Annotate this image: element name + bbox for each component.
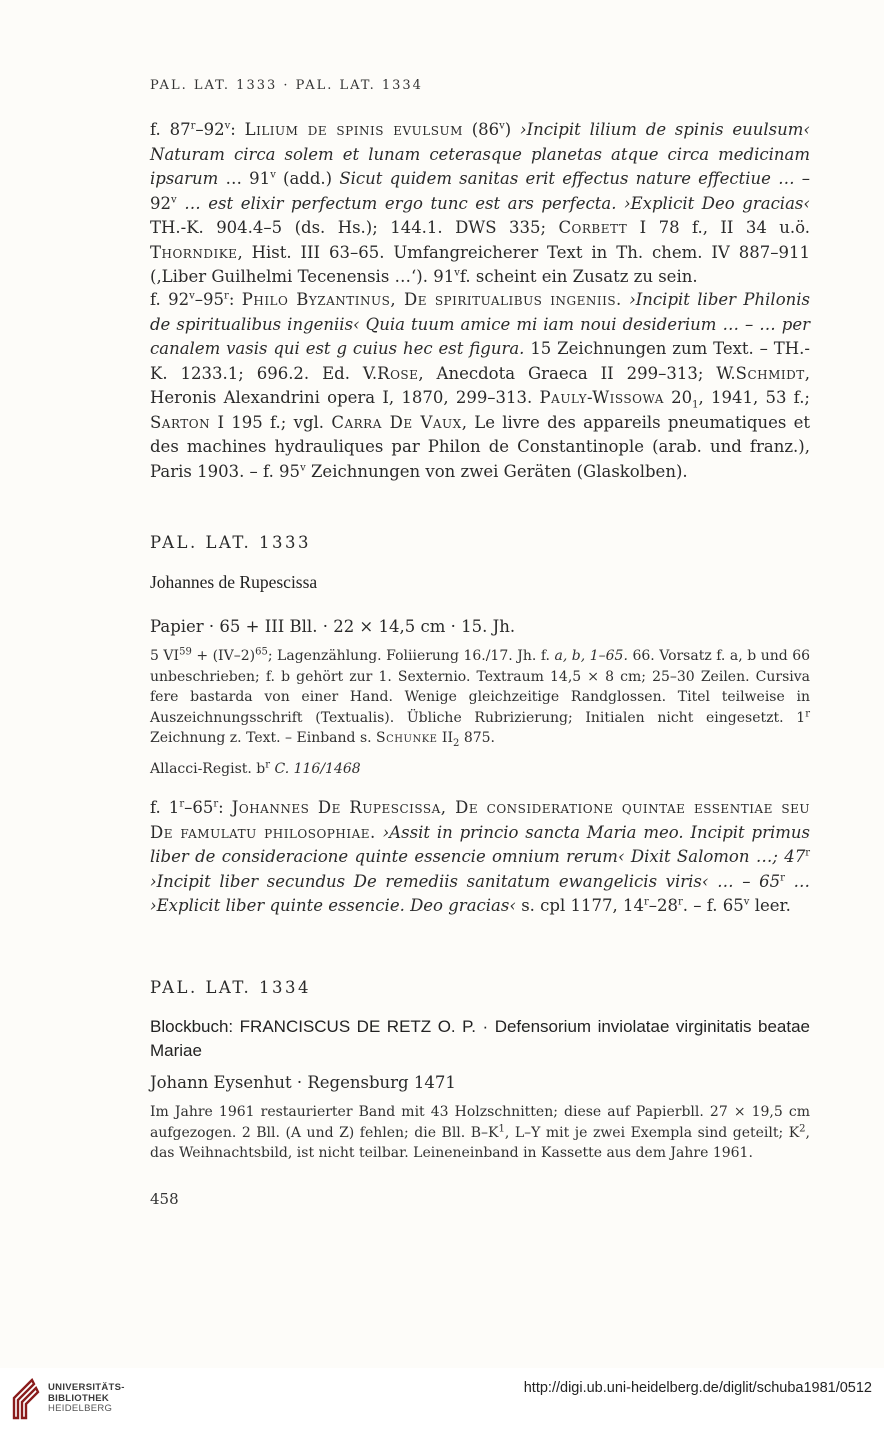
entry-philo [150, 288, 810, 484]
folio-ref: f. 92 [150, 290, 190, 309]
library-name [48, 1383, 125, 1415]
library-name-line: BIBLIOTHEK [48, 1392, 110, 1404]
entry-philo-text [150, 288, 810, 484]
folio-ref: (86 [471, 120, 500, 139]
work-title: Johannes De Rupescissa, De consideratione quintae essentiae seu De famulatu philosophiae. [150, 798, 811, 842]
author-name: Carra De Vaux [331, 412, 462, 432]
references: . – f. 65 [682, 896, 744, 915]
folio-sup: r [805, 707, 810, 719]
entry-lilium [150, 118, 810, 290]
shelfmark-heading-1333: PAL. LAT. 1333 [150, 533, 311, 552]
description: , L–Y mit je zwei Exempla sind geteilt; K [504, 1124, 800, 1141]
references: 15 Zeichnungen zum Text. – TH.-K. 1233.1; 696.2. Ed. V. [150, 339, 811, 383]
folio-sup: 2 [799, 1122, 806, 1134]
page-number: 458 [150, 1190, 179, 1208]
references: Zeichnungen von zwei Geräten (Glaskolben). [310, 461, 688, 481]
folio-sup: 65 [255, 646, 268, 658]
references: 20 [671, 388, 693, 407]
folio-ref: 92 [150, 193, 171, 213]
folio-sup: r [179, 798, 185, 810]
folio-sup: v [224, 120, 231, 132]
references: , Anecdota Graeca II 299–313; W. [418, 363, 736, 383]
folio-ref: … 91 [225, 169, 271, 188]
library-name-line: HEIDELBERG [48, 1403, 113, 1414]
author-name: Pauly-Wissowa [539, 388, 664, 407]
references: TH.-K. 904.4–5 (ds. Hs.); 144.1. DWS 335; [150, 218, 547, 237]
collation: Zeichnung z. Text. – Einband s. [150, 730, 372, 746]
colon: : [228, 290, 235, 309]
work-title: Philo Byzantinus, De spiritualibus ingeniis. [241, 290, 622, 309]
physical-description: Papier · 65 + III Bll. · 22 × 14,5 cm · 15. Jh. [150, 617, 516, 636]
explicit: … ›Explicit liber quinte essencie. Deo gracias‹ [150, 871, 810, 915]
folio-sup: r [643, 896, 649, 908]
references: s. cpl 1177, 14 [521, 896, 644, 915]
annotation: (add.) [283, 169, 333, 188]
author-name: Schmidt [735, 363, 805, 383]
running-head: PAL. LAT. 1333 · PAL. LAT. 1334 [150, 78, 423, 93]
author-name: Sarton [150, 412, 211, 432]
references: I 195 f.; vgl. [217, 412, 325, 432]
folio-ref: f. 87 [150, 120, 191, 139]
foliation: a, b, 1–65. [554, 648, 628, 664]
collation-text [150, 646, 810, 749]
register-line [150, 761, 810, 777]
library-name-line: UNIVERSITÄTS- [48, 1382, 125, 1393]
entry-rupescissa [150, 796, 810, 919]
library-logo-icon [8, 1376, 42, 1422]
author-name: Rose [377, 363, 419, 383]
folio-sup: r [265, 759, 271, 771]
folio-sup: v [743, 896, 750, 908]
folio-sup: r [213, 798, 219, 810]
author-name: Thorndike [150, 242, 238, 262]
incipit: Sicut quidem sanitas erit effectus nature effectiue … – [339, 169, 811, 188]
blockbuch-description [150, 1102, 810, 1164]
folio-sup: r [190, 120, 196, 132]
entry-rupescissa-text [150, 796, 810, 919]
references: , 1941, 53 f.; [698, 388, 810, 407]
folio-ref: –95 [194, 290, 225, 309]
folio-sup: 59 [179, 646, 192, 658]
folio-ref: –92 [195, 120, 225, 139]
collation: II [441, 730, 453, 746]
references: , Hist. III 63–65. Umfangreicherer Text in Th. chem. IV 887–911 (‚Liber Guilhelmi Tecenensis …‘). 91 [150, 242, 810, 286]
folio-sup: v [499, 120, 505, 132]
references: , Le livre des appareils pneumatiques et des machines hydrauliques par Philon de Constantinople (arab. und franz.), Paris 1903. – f. 95 [150, 412, 810, 481]
collation: + (IV–2) [196, 648, 256, 664]
subscript: 1 [692, 399, 699, 411]
register-number: C. 116/1468 [274, 761, 361, 777]
collation: ; Lagenzählung. Foliierung 16./17. Jh. f. [267, 648, 550, 664]
blockbuch-title: Blockbuch: FRANCISCUS DE RETZ O. P. · Defensorium inviolatae virginitatis beatae Mariae [150, 1017, 810, 1060]
folio-sup: r [805, 847, 810, 859]
collation: 66. Vorsatz f. a, b und 66 unbeschrieben; f. b gehört zur 1. Sexternio. Textraum 14,5 × 8 cm; 25–30 Zeilen. Cursiva fere bastarda von einer Hand. Wenige gleichzeitige Randglossen. Titel teilweise in Auszeichnungsschrift (Textualis). Übliche Rubrizierung; Initialen nicht eingesetzt. 1 [150, 648, 811, 726]
entry-lilium-text [150, 118, 810, 290]
collation: 5 VI [150, 648, 180, 664]
subscript: 2 [452, 737, 460, 749]
description: , das Weihnachtsbild, ist nicht teilbar. Leineneinband in Kassette aus dem Jahre 1961. [150, 1124, 810, 1161]
folio-sup: v [300, 462, 306, 473]
colon: : [230, 120, 236, 139]
incipit: ›Incipit liber Philonis de spiritualibus ingeniis‹ Quia tuum amice mi iam noui desiderium … – … per canalem vasis qui est g cuius hec est figura. [150, 290, 811, 358]
collation: 875. [463, 730, 495, 746]
folio-ref: –65 [184, 798, 214, 817]
colon: : [218, 798, 224, 817]
folio-sup: r [678, 896, 683, 908]
printer-line: Johann Eysenhut · Regensburg 1471 [150, 1073, 456, 1092]
references: I 78 f., II 34 u.ö. [639, 218, 810, 237]
shelfmark-heading-1334: PAL. LAT. 1334 [150, 978, 311, 997]
footer-bar [0, 1368, 884, 1430]
author-name: Corbett [558, 218, 628, 237]
incipit: ›Assit in princio sancta Maria meo. Incipit primus liber de consideracione quinte essencie omnium rerum‹ Dixit Salomon …; 47 [150, 822, 810, 866]
folio-sup: v [454, 267, 460, 279]
references: leer. [754, 896, 791, 915]
author-name: Schunke [376, 730, 438, 746]
paren: ) [504, 120, 512, 139]
ms-author: Johannes de Rupescissa [150, 572, 318, 592]
references: –28 [648, 896, 678, 915]
folio-sup: 1 [498, 1122, 505, 1134]
folio-sup: v [270, 169, 276, 181]
folio-sup: v [189, 290, 195, 302]
register-label: Allacci-Regist. b [150, 761, 266, 777]
work-title: Lilium de spinis evulsum [244, 120, 463, 139]
folio-sup: v [171, 194, 177, 205]
source-url-link[interactable]: http://digi.ub.uni-heidelberg.de/diglit/schuba1981/0512 [523, 1380, 872, 1396]
explicit: … est elixir perfectum ergo tunc est ars perfecta. ›Explicit Deo gracias‹ [184, 193, 810, 213]
incipit: ›Incipit liber secundus De remediis sanitatum ewangelicis viris‹ … – 65 [150, 871, 781, 891]
references: , Heronis Alexandrini opera I, 1870, 299–313. [150, 363, 810, 407]
folio-sup: r [780, 872, 785, 883]
folio-sup: r [224, 290, 229, 302]
references: f. scheint ein Zusatz zu sein. [459, 267, 698, 286]
blockbuch-description-text [150, 1102, 810, 1164]
description: Im Jahre 1961 restaurierter Band mit 43 Holzschnitten; diese auf Papierbll. 27 × 19,5 cm aufgezogen. 2 Bll. (A und Z) fehlen; die Bll. B–K [150, 1104, 810, 1141]
incipit: ›Incipit lilium de spinis euulsum‹ Naturam circa solem et lunam ceterasque planetas atque circa medicinam ipsarum [150, 120, 811, 188]
codicological-description [150, 646, 810, 749]
folio-ref: f. 1 [150, 798, 180, 817]
